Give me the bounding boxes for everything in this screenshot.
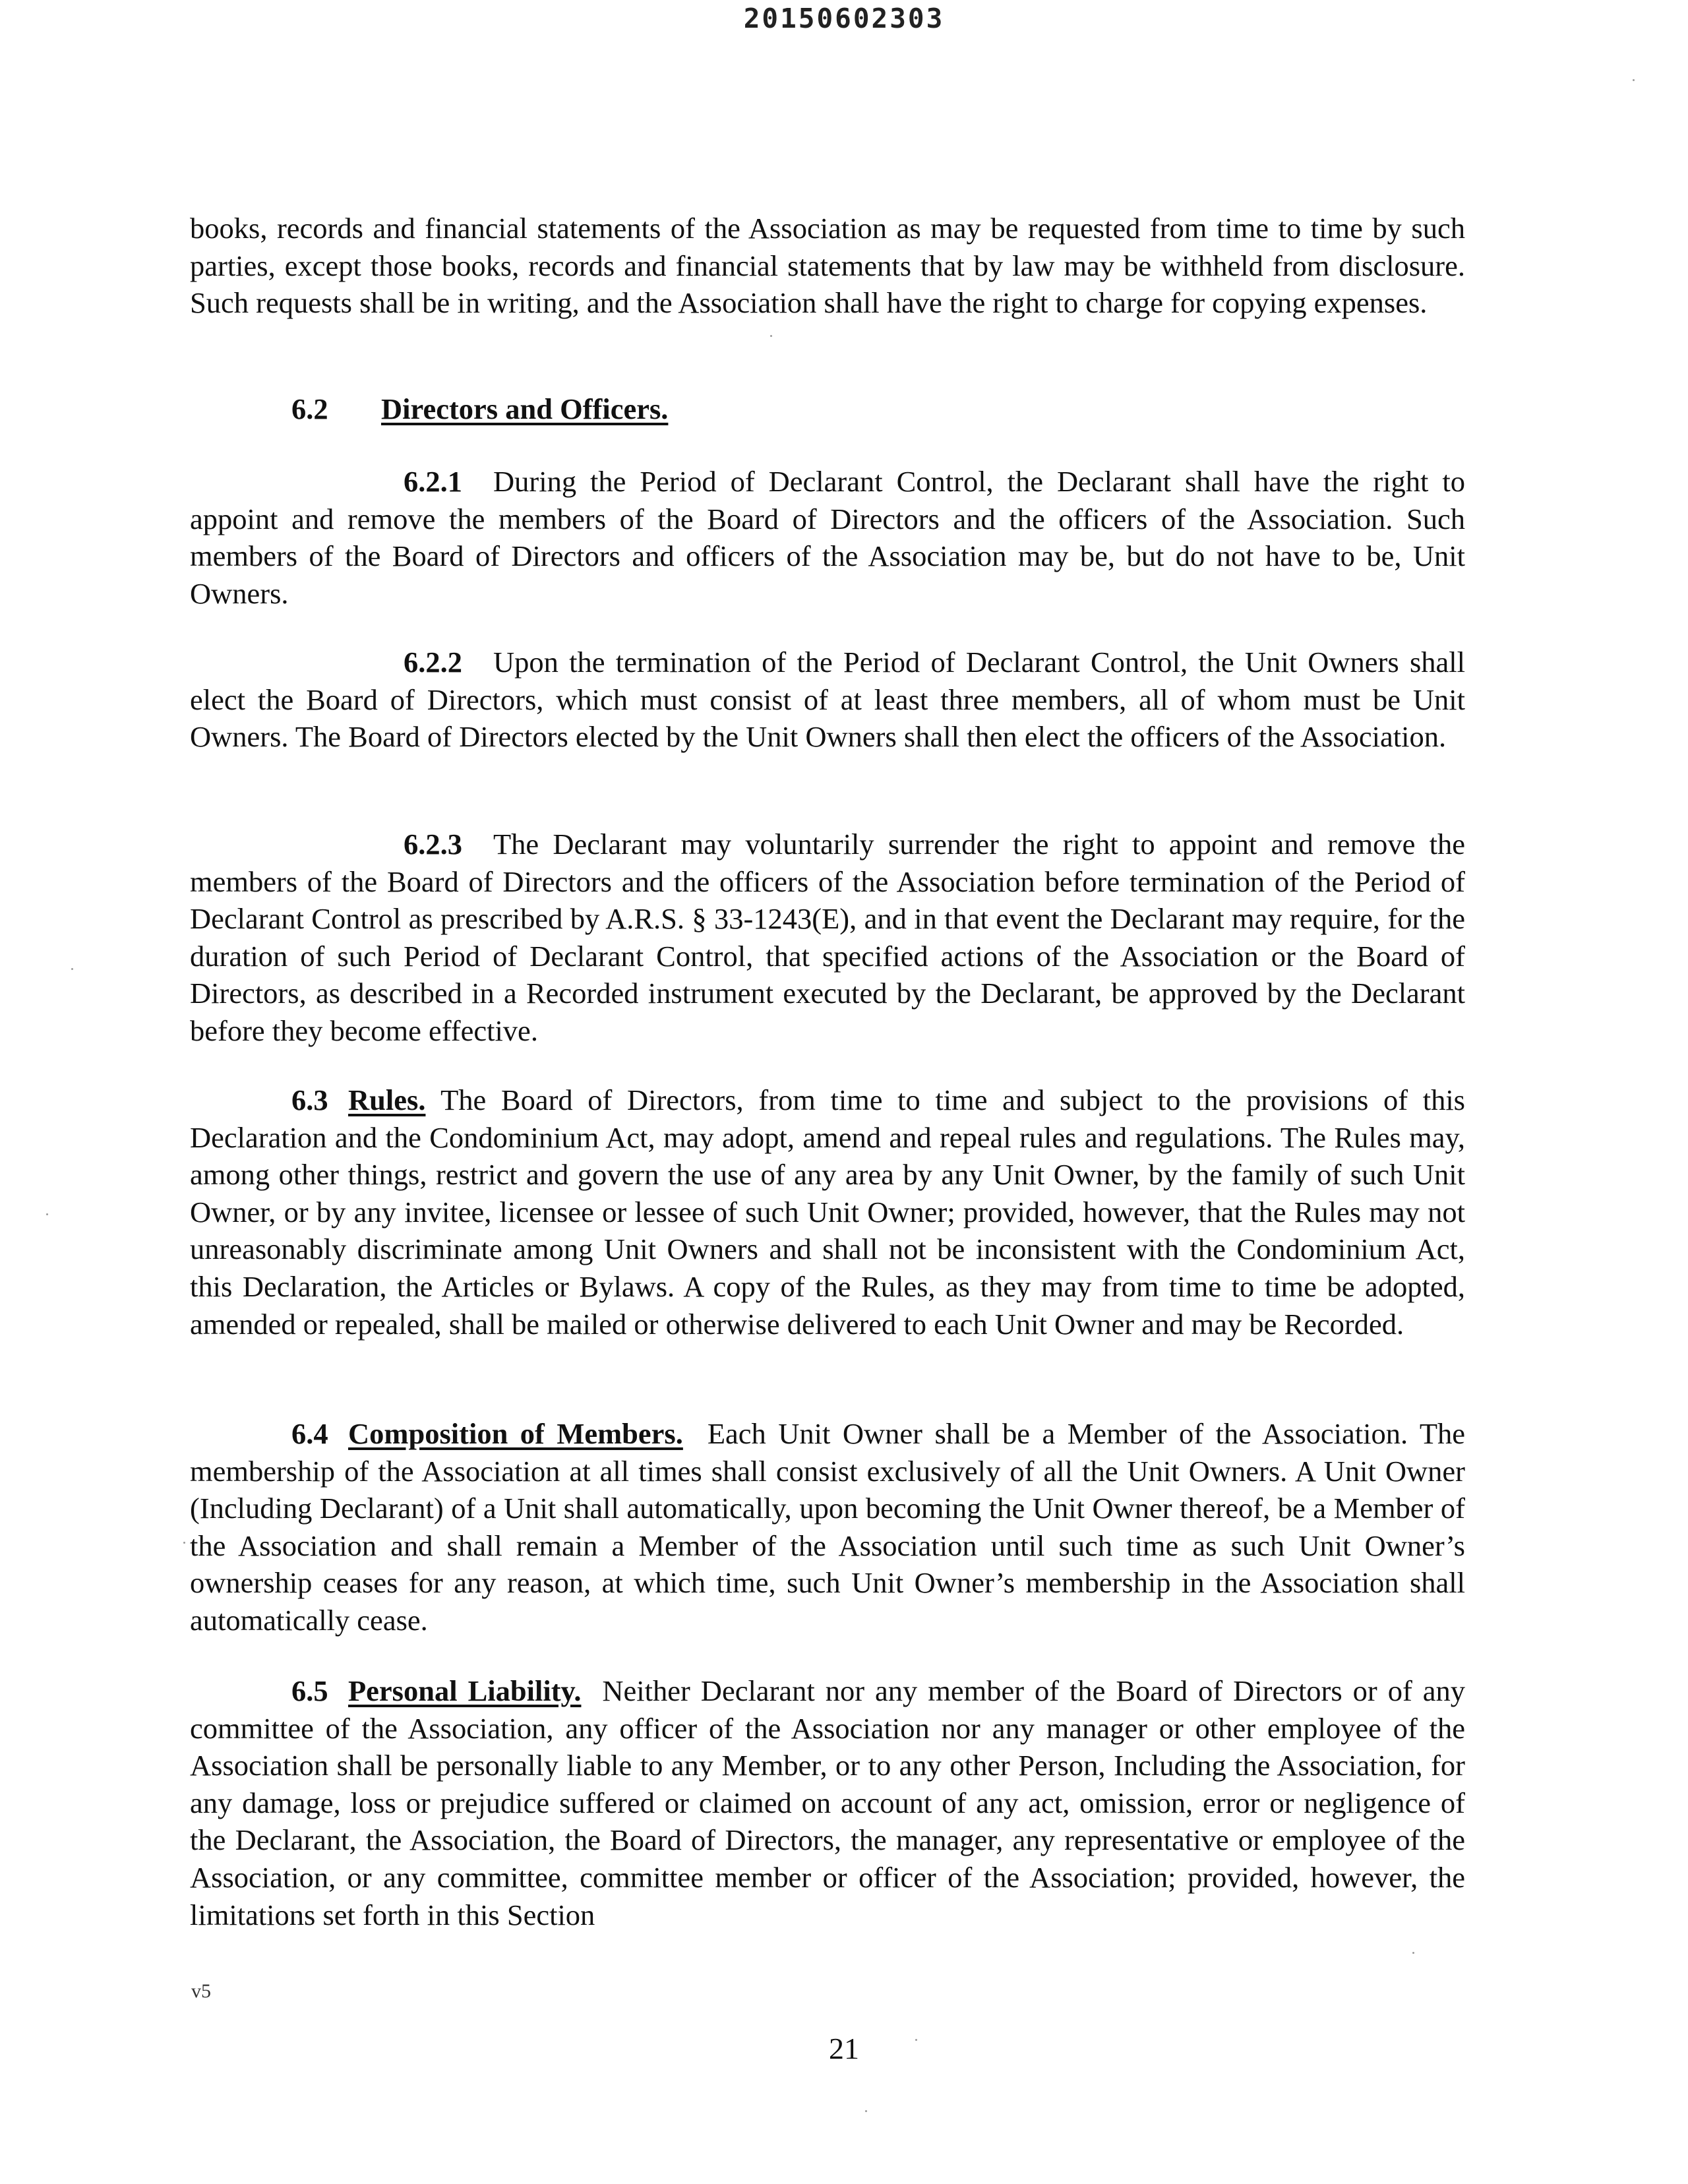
scan-speck: [1633, 79, 1635, 81]
section-title: Personal Liability.: [348, 1674, 582, 1707]
scan-speck: [183, 1542, 185, 1544]
scan-speck: [770, 335, 772, 337]
document-body-intro: [190, 210, 1465, 322]
scan-speck: [71, 968, 73, 970]
scan-speck: [1412, 1952, 1414, 1954]
section-paragraph: [190, 1081, 1465, 1343]
scan-speck: [865, 2110, 867, 2112]
section-title: Composition of Members.: [348, 1417, 683, 1450]
section-6-2-heading: [190, 390, 1465, 428]
continuation-paragraph: books, records and financial statements of the Association as may be requested from time to time by such parties, except those books, records and financial statements that by law may be withheld from disclosure. Such requests shall be in writing, and the Association shall have the right to charge for copying expenses.: [190, 212, 1465, 320]
page-number: 21: [829, 2032, 859, 2065]
section-text: Each Unit Owner shall be a Member of the Association. The membership of the Association at all times shall consist exclusively of all the Unit Owners. A Unit Owner (Including Declarant) of a Unit shall automatically, upon becoming the Unit Owner thereof, be a Member of the Association and shall remain a Member of the Association until such time as such Unit Owner’s ownership ceases for any reason, at which time, such Unit Owner’s membership in the Association shall automatically cease.: [190, 1417, 1466, 1637]
section-title: Directors and Officers.: [381, 392, 669, 425]
section-paragraph: [190, 1672, 1465, 1933]
section-number: 6.5: [291, 1674, 328, 1707]
subsection-number: 6.2.3: [404, 828, 462, 861]
subsection-paragraph: [190, 463, 1465, 612]
subsection-number: 6.2.2: [404, 646, 462, 679]
subsection-paragraph: [190, 644, 1465, 756]
section-number: 6.4: [291, 1417, 328, 1450]
section-title: Rules.: [348, 1083, 426, 1116]
scan-speck: [915, 2039, 917, 2041]
section-number: 6.3: [291, 1083, 328, 1116]
section-6-5: [190, 1672, 1465, 1933]
section-text: The Board of Directors, from time to time and subject to the provisions of this Declaration and the Condominium Act, may adopt, amend and repeal rules and regulations. The Rules may, among other things, restrict and govern the use of any area by any Unit Owner, by the family of such Unit Owner, or by any invitee, licensee or lessee of such Unit Owner; provided, however, that the Rules may not unreasonably discriminate among Unit Owners and shall not be inconsistent with the Condominium Act, this Declaration, the Articles or Bylaws. A copy of the Rules, as they may from time to time be adopted, amended or repealed, shall be mailed or otherwise delivered to each Unit Owner and may be Recorded.: [190, 1083, 1466, 1341]
section-6-2-1: [190, 463, 1465, 612]
section-6-3: [190, 1081, 1465, 1343]
subsection-text: Upon the termination of the Period of Declarant Control, the Unit Owners shall elect the Board of Directors, which must consist of at least three members, all of whom must be Unit Owners. The Board of Directors elected by the Unit Owners shall then elect the officers of the Association.: [190, 646, 1465, 754]
version-tag: v5: [191, 1980, 211, 2002]
subsection-number: 6.2.1: [404, 465, 462, 498]
subsection-text: The Declarant may voluntarily surrender the right to appoint and remove the members of the Board of Directors and the officers of the Association before termination of the Period of Declarant Control as prescribed by A.R.S. § 33-1243(E), and in that event the Declarant may require, for the duration of such Period of Declarant Control, that specified actions of the Association or the Board of Directors, as described in a Recorded instrument executed by the Declarant, be approved by the Declarant before they become effective.: [190, 828, 1465, 1047]
scan-speck: [46, 1213, 48, 1215]
section-6-4: [190, 1415, 1465, 1639]
document-number: 20150602303: [743, 3, 945, 34]
subsection-text: During the Period of Declarant Control, the Declarant shall have the right to appoint and remove the members of the Board of Directors and the officers of the Association. Such members of the Board of Directors and officers of the Association may be, but do not have to be, Unit Owners.: [190, 465, 1465, 610]
section-heading: [190, 390, 1465, 428]
section-text: Neither Declarant nor any member of the Board of Directors or of any committee of the Association, any officer of the Association nor any manager or other employee of the Association shall be personally liable to any Member, or to any other Person, Including the Association, for any damage, loss or prejudice suffered or claimed on account of any act, omission, error or negligence of the Declarant, the Association, the Board of Directors, the manager, any representative or employee of the Association, or any committee, committee member or officer of the Association; provided, however, the limitations set forth in this Section: [190, 1674, 1465, 1931]
section-number: 6.2: [291, 392, 328, 425]
section-paragraph: [190, 1415, 1465, 1639]
section-6-2-2: [190, 644, 1465, 756]
subsection-paragraph: [190, 826, 1465, 1050]
section-6-2-3: [190, 826, 1465, 1050]
